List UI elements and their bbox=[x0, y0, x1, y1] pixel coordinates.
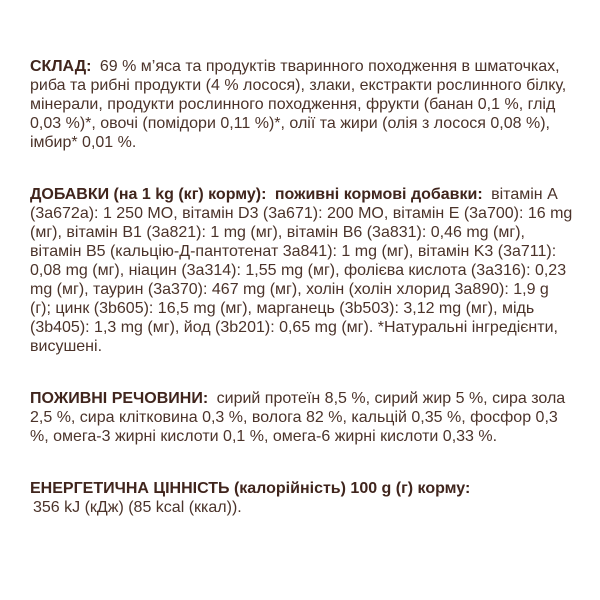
additives-body: вітамін A (3a672a): 1 250 МО, вітамін D3 (3a671): 200 МО, вітамін E (3a700): 16 mg (мг), вітамін B1 (3a821): 1 mg (мг), вітамін B6 (3a831): 0,46 mg (мг), вітамін B5 (кальцію-Д-пантотенат 3a841): 1 mg (мг), вітамін K3 (3a711): 0,08 mg (мг), ніацин (3a314): 1,55 mg (мг), фолієва кислота (3a316): 0,23 mg (мг), таурин (3a370): 467 mg (мг), холін (холін хлорид 3a890): 1,9 g (г); цинк (3b605): 16,5 mg (мг), марганець (3b503): 3,12 mg (мг), мідь (3b405): 1,3 mg (мг), йод (3b201): 0,65 mg (мг). *Натуральні інгредієнти, висушені. bbox=[30, 186, 573, 355]
nutrients-section bbox=[30, 389, 573, 446]
additives-subheading: поживні кормові добавки: bbox=[274, 186, 483, 203]
nutrients-body: сирий протеїн 8,5 %, сирий жир 5 %, сира зола 2,5 %, сира клітковина 0,3 %, волога 82 %, кальцій 0,35 %, фосфор 0,3 %, омега-3 жирні кислоти 0,1 %, омега-6 жирні кислоти 0,33 %. bbox=[30, 390, 566, 445]
energy-heading: ЕНЕРГЕТИЧНА ЦІННІСТЬ (калорійність) 100 g (г) корму: bbox=[30, 480, 471, 497]
energy-value: 356 kJ (кДж) (85 kcal (ккал)). bbox=[33, 499, 242, 516]
composition-heading: СКЛАД: bbox=[30, 58, 92, 75]
composition-section bbox=[30, 57, 573, 152]
composition-body: 69 % м’яса та продуктів тваринного походження в шматочках, риба та рибні продукти (4 % лосося), злаки, екстракти рослинного білку, мінерали, продукти рослинного походження, фрукти (банан 0,1 %, глід 0,03 %)*, овочі (помідори 0,11 %)*, олії та жири (олія з лосося 0,08 %), імбир* 0,01 %. bbox=[30, 58, 567, 151]
energy-section bbox=[30, 479, 573, 517]
additives-heading: ДОБАВКИ (на 1 kg (кг) корму): bbox=[30, 186, 267, 203]
additives-section bbox=[30, 185, 573, 356]
nutrients-heading: ПОЖИВНІ РЕЧОВИНИ: bbox=[30, 390, 209, 407]
